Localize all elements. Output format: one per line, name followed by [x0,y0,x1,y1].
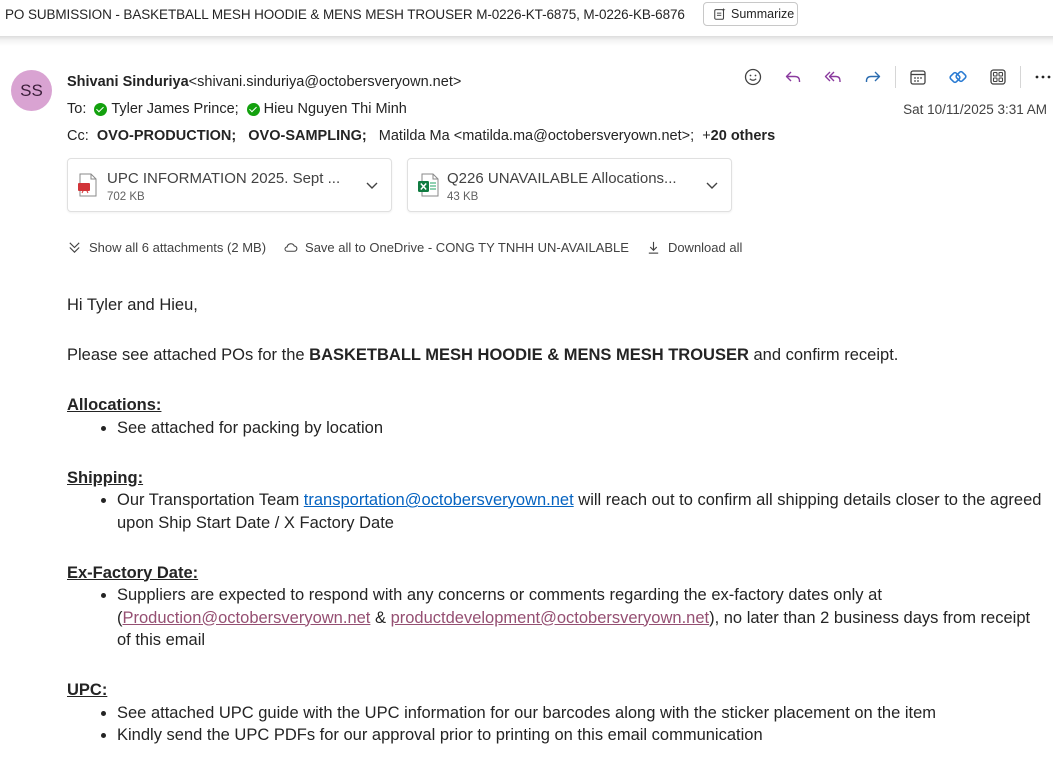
excel-file-icon [417,173,439,197]
more-icon [1033,67,1053,87]
reply-icon [783,67,803,87]
upc-heading: UPC: [67,681,108,699]
greeting: Hi Tyler and Hieu, [67,296,198,314]
presence-available-icon [94,103,107,116]
header-divider [0,36,1053,46]
calendar-button[interactable] [898,64,938,90]
pdf-file-icon [77,173,99,197]
to-label: To: [67,101,87,117]
intro-product-names: BASKETBALL MESH HOODIE & MENS MESH TROUSER [309,346,749,364]
shipping-text-end: will reach out to confirm all shipping details closer to the agreed upon Ship Start Date / X Factory Date [117,491,1042,532]
list-item: • See attached UPC guide with the UPC information for our barcodes along with the sticker placement on the item [117,702,1042,725]
cc-others-link[interactable]: 20 others [710,128,776,144]
sender-line[interactable] [67,74,461,90]
allocations-heading: Allocations: [67,396,162,414]
attachment-card-allocations[interactable] [407,158,732,212]
transportation-email-link[interactable]: transportation@octobersveryown.net [303,491,574,509]
sender-email: <shivani.sinduriya@octobersveryown.net> [188,74,462,90]
list-item [117,584,1042,652]
download-all-label: Download all [667,239,743,255]
productdevelopment-email-link[interactable]: productdevelopment@octobersveryown.net [390,608,710,627]
intro-text-end: and confirm receipt. [748,346,899,364]
save-onedrive-label: Save all to OneDrive - CONG TY TNHH UN-AVAILABLE [305,239,629,255]
presence-available-icon [247,103,260,116]
forward-button[interactable] [853,64,893,90]
apps-button[interactable] [978,64,1018,90]
download-icon [646,240,661,255]
reply-button[interactable] [773,64,813,90]
chevron-double-down-icon [67,240,82,255]
list-item: • Kindly send the UPC PDFs for our approval prior to printing on this email communication [117,724,1042,747]
list-item [117,489,1042,534]
summarize-label: Summarize [731,7,795,21]
reply-all-icon [823,67,843,87]
cc-others-plus: + [702,128,711,144]
save-to-onedrive-button[interactable] [283,240,629,255]
recipient-tyler[interactable]: Tyler James Prince; [111,101,239,117]
intro-paragraph [67,344,1042,367]
avatar[interactable]: SS [11,70,52,111]
cc-recipient-matilda[interactable]: Matilda Ma <matilda.ma@octobersveryown.net>; [378,128,695,144]
summarize-icon [713,7,727,21]
toolbar-divider [895,66,896,88]
shipping-text: Our Transportation Team [117,491,304,509]
show-all-attachments-button[interactable] [67,240,266,255]
attachment-size: 702 KB [107,191,145,203]
message-body [67,294,1042,747]
shipping-list [67,489,1042,534]
exfactory-text-end: ), no later than 2 business days from receipt of this email [117,608,1031,649]
attachment-actions [67,237,759,257]
sender-name: Shivani Sinduriya [67,74,189,90]
attachment-name: UPC INFORMATION 2025. Sept ... [107,170,341,187]
show-all-label: Show all 6 attachments (2 MB) [89,239,267,255]
to-line [67,101,407,117]
cloud-icon [283,240,298,255]
forward-icon [863,67,883,87]
more-actions-button[interactable] [1023,64,1053,90]
cc-line [67,128,775,144]
intro-text: Please see attached POs for the [67,346,310,364]
list-item: • See attached for packing by location [117,417,1042,440]
email-subject: PO SUBMISSION - BASKETBALL MESH HOODIE & MENS MESH TROUSER M-0226-KT-6875, M-0226-KB-6876 [5,7,685,22]
upc-list [67,702,1042,747]
link-button[interactable] [938,64,978,90]
recipient-hieu[interactable]: Hieu Nguyen Thi Minh [263,101,407,117]
sent-date: Sat 10/11/2025 3:31 AM [903,102,1047,117]
subject-bar [0,0,1053,30]
emoji-icon [743,67,763,87]
production-email-link[interactable]: Production@octobersveryown.net [122,608,371,627]
attachment-name: Q226 UNAVAILABLE Allocations... [447,170,677,187]
shipping-heading: Shipping: [67,468,144,487]
cc-label: Cc: [67,128,89,144]
allocations-list [67,417,1042,440]
cc-group-sampling[interactable]: OVO-SAMPLING; [248,128,367,144]
summarize-button[interactable] [703,2,798,26]
message-actions-toolbar [733,64,1053,90]
emoji-reaction-button[interactable] [733,64,773,90]
chevron-down-icon[interactable] [365,178,379,192]
chevron-down-icon[interactable] [705,178,719,192]
download-all-button[interactable] [646,240,742,255]
exfactory-text: Suppliers are expected to respond with any concerns or comments regarding the ex-factory dates only at ( [117,586,882,627]
exfactory-list [67,584,1042,652]
reply-all-button[interactable] [813,64,853,90]
apps-icon [988,67,1008,87]
exfactory-ampersand: & [370,608,391,627]
toolbar-divider [1020,66,1021,88]
attachment-size: 43 KB [447,191,479,203]
attachment-card-upc[interactable] [67,158,392,212]
exfactory-heading: Ex-Factory Date: [67,563,199,582]
link-icon [948,67,968,87]
cc-group-production[interactable]: OVO-PRODUCTION; [96,128,237,144]
calendar-icon [908,67,928,87]
